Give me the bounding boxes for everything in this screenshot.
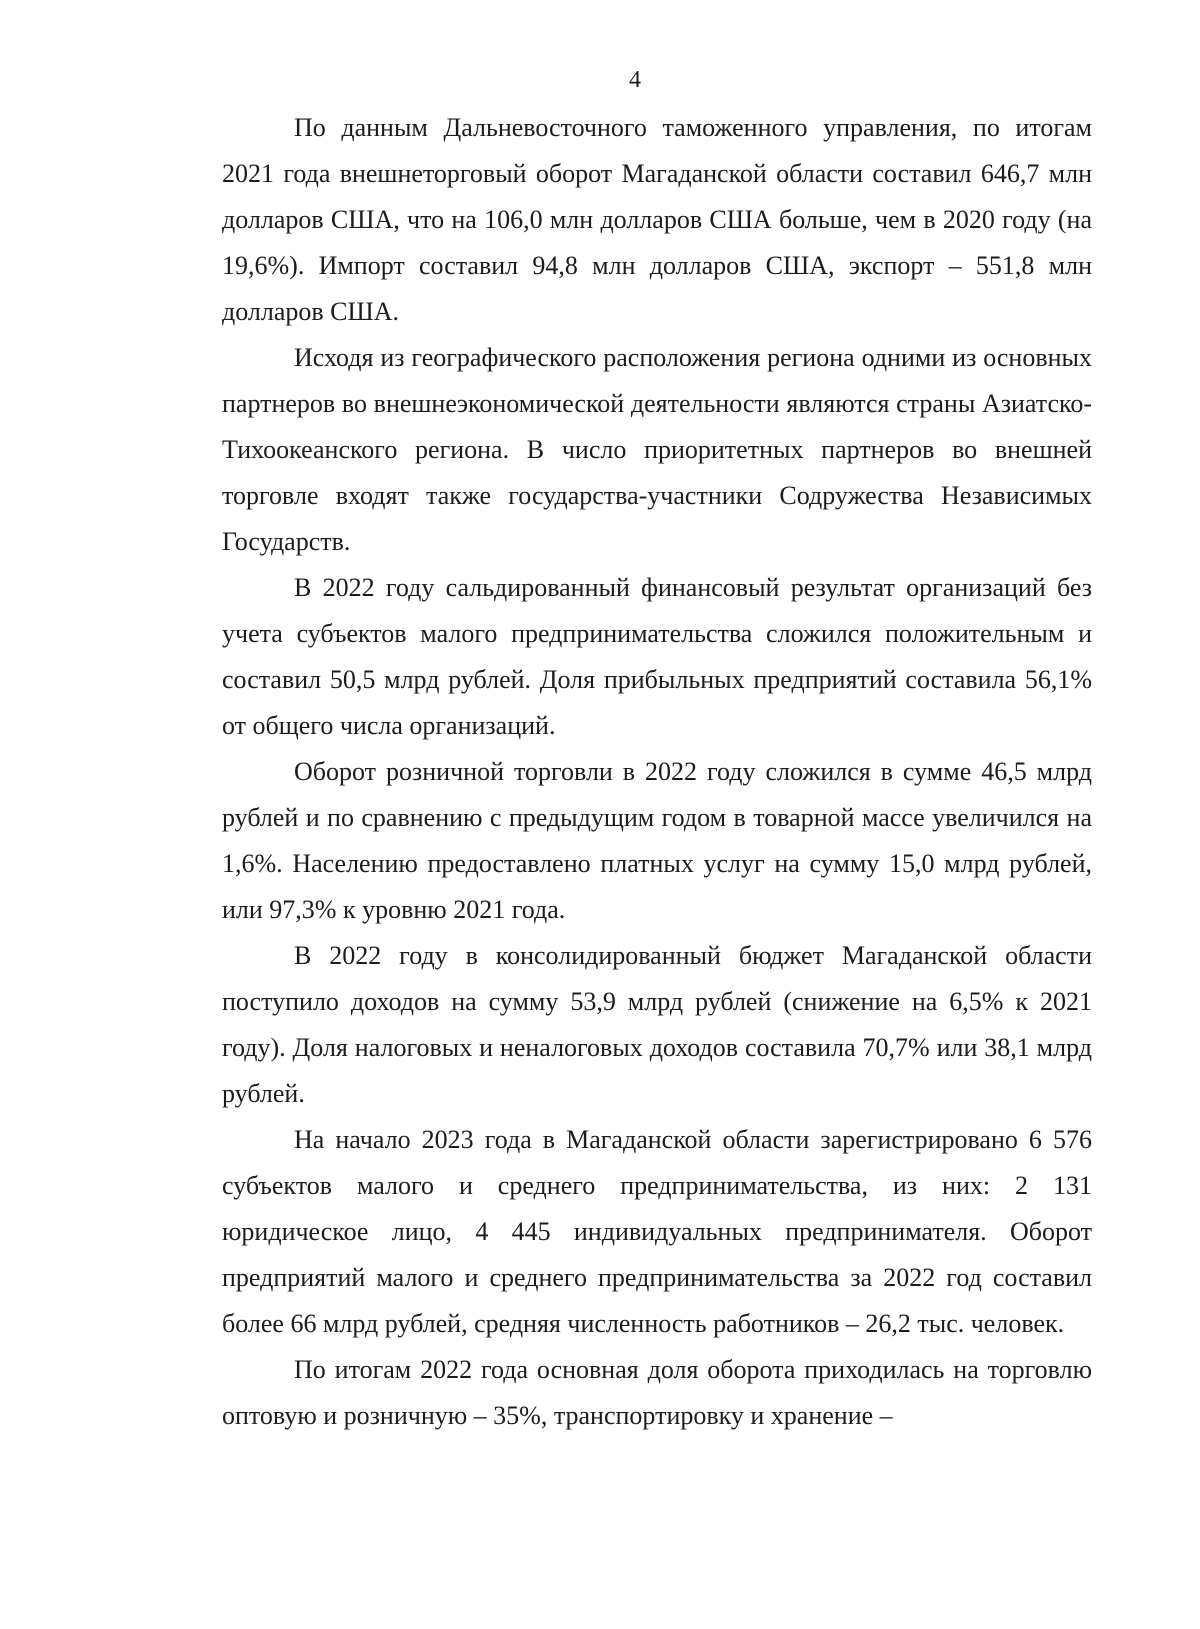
paragraph-trade-partners: Исходя из географического расположения региона одними из основных партнеров во внешнеэкономической деятельности являются страны Азиатско-Тихоокеанского региона. В число приоритетных партнеров во внешней торговле входят также государства-участники Содружества Независимых Государств. [222, 343, 1092, 556]
paragraph-budget-revenue: В 2022 году в консолидированный бюджет Магаданской области поступило доходов на сумму 53,9 млрд рублей (снижение на 6,5% к 2021 году). Доля налоговых и неналоговых доходов составила 70,7% или 38,1 млрд рублей. [222, 941, 1092, 1108]
paragraph-small-business: На начало 2023 года в Магаданской области зарегистрировано 6 576 субъектов малого и среднего предпринимательства, из них: 2 131 юридическое лицо, 4 445 индивидуальных предпринимателя. Оборот предприятий малого и среднего предпринимательства за 2022 год составил более 66 млрд рублей, средняя численность работников – 26,2 тыс. человек. [222, 1125, 1092, 1338]
page-number: 4 [629, 67, 641, 93]
document-body [222, 105, 1092, 1439]
paragraph-financial-result: В 2022 году сальдированный финансовый результат организаций без учета субъектов малого предпринимательства сложился положительным и составил 50,5 млрд рублей. Доля прибыльных предприятий составила 56,1% от общего числа организаций. [222, 573, 1092, 740]
paragraph-foreign-trade: По данным Дальневосточного таможенного управления, по итогам 2021 года внешнеторговый оборот Магаданской области составил 646,7 млн долларов США, что на 106,0 млн долларов США больше, чем в 2020 году (на 19,6%). Импорт составил 94,8 млн долларов США, экспорт – 551,8 млн долларов США. [222, 113, 1092, 326]
paragraph-retail-turnover: Оборот розничной торговли в 2022 году сложился в сумме 46,5 млрд рублей и по сравнению с предыдущим годом в товарной массе увеличился на 1,6%. Населению предоставлено платных услуг на сумму 15,0 млрд рублей, или 97,3% к уровню 2021 года. [222, 757, 1092, 924]
paragraph-turnover-share: По итогам 2022 года основная доля оборота приходилась на торговлю оптовую и розничную – 35%, транспортировку и хранение – [222, 1355, 1092, 1430]
